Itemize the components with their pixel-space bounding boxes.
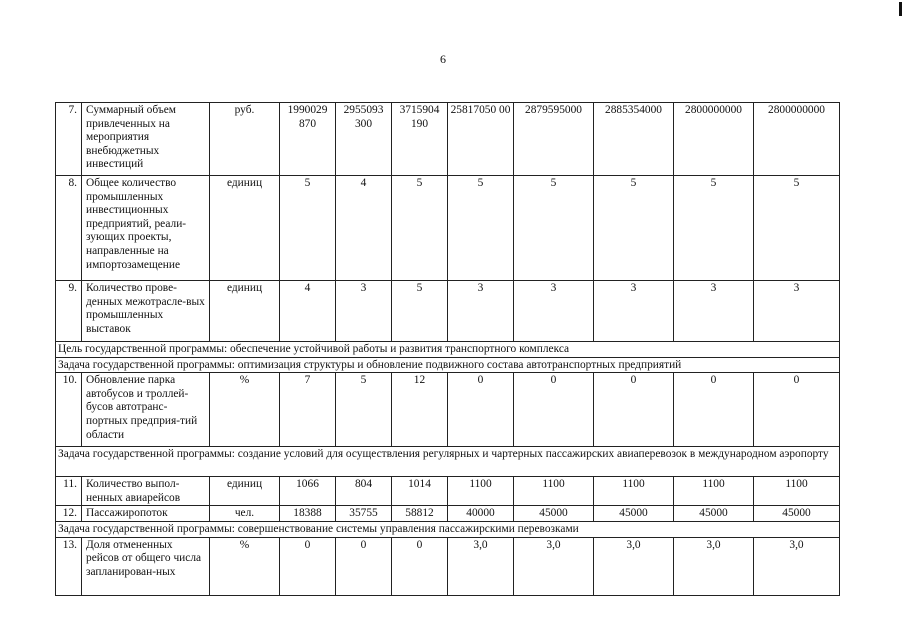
- value-cell: 3: [674, 281, 754, 342]
- value-cell: 804: [336, 477, 392, 506]
- table-row: [56, 537, 840, 595]
- value-cell: 3: [336, 281, 392, 342]
- value-cell: 1100: [514, 477, 594, 506]
- section-row: [56, 357, 840, 373]
- unit-cell: единиц: [210, 477, 280, 506]
- indicator-name: Количество прове-денных межотрасле-вых промышленных выставок: [82, 281, 210, 342]
- value-cell: 1014: [392, 477, 448, 506]
- indicator-table: [55, 102, 840, 596]
- program-task: Задача государственной программы: совершенствование системы управления пассажирскими перевозками: [56, 521, 840, 537]
- value-cell: 5: [336, 373, 392, 447]
- row-number: 11.: [56, 477, 82, 506]
- unit-cell: единиц: [210, 281, 280, 342]
- row-number: 12.: [56, 506, 82, 522]
- value-cell: 40000: [448, 506, 514, 522]
- value-cell: 3,0: [754, 537, 840, 595]
- page-number: 6: [440, 52, 446, 66]
- section-row: [56, 342, 840, 358]
- value-cell: 45000: [594, 506, 674, 522]
- value-cell: 4: [280, 281, 336, 342]
- value-cell: 5: [392, 176, 448, 281]
- value-cell: 2800000000: [754, 103, 840, 176]
- indicator-name: Пассажиропоток: [82, 506, 210, 522]
- row-number: 13.: [56, 537, 82, 595]
- unit-cell: %: [210, 373, 280, 447]
- table-row: [56, 477, 840, 506]
- value-cell: 3: [448, 281, 514, 342]
- indicator-name: Обновление парка автобусов и троллей-бусов автотранс-портных предприя-тий области: [82, 373, 210, 447]
- value-cell: 0: [674, 373, 754, 447]
- table-row: [56, 281, 840, 342]
- value-cell: 3: [594, 281, 674, 342]
- row-number: 10.: [56, 373, 82, 447]
- value-cell: 2885354000: [594, 103, 674, 176]
- value-cell: 1100: [448, 477, 514, 506]
- table-row: [56, 103, 840, 176]
- unit-cell: единиц: [210, 176, 280, 281]
- value-cell: 5: [674, 176, 754, 281]
- value-cell: 3,0: [674, 537, 754, 595]
- value-cell: 7: [280, 373, 336, 447]
- value-cell: 5: [594, 176, 674, 281]
- table-row: [56, 373, 840, 447]
- value-cell: 3,0: [448, 537, 514, 595]
- section-row: [56, 447, 840, 477]
- value-cell: 1100: [754, 477, 840, 506]
- unit-cell: чел.: [210, 506, 280, 522]
- value-cell: 2955093 300: [336, 103, 392, 176]
- value-cell: 0: [594, 373, 674, 447]
- value-cell: 4: [336, 176, 392, 281]
- value-cell: 5: [392, 281, 448, 342]
- value-cell: 25817050 00: [448, 103, 514, 176]
- value-cell: 0: [392, 537, 448, 595]
- value-cell: 3,0: [594, 537, 674, 595]
- value-cell: 0: [280, 537, 336, 595]
- scan-edge-mark: [899, 2, 902, 16]
- row-number: 7.: [56, 103, 82, 176]
- value-cell: 3715904 190: [392, 103, 448, 176]
- value-cell: 1100: [674, 477, 754, 506]
- indicator-name: Общее количество промышленных инвестиционных предприятий, реали-зующих проекты, направленные на импортозамещение: [82, 176, 210, 281]
- value-cell: 58812: [392, 506, 448, 522]
- unit-cell: руб.: [210, 103, 280, 176]
- indicator-name: Доля отмененных рейсов от общего числа запланирован-ных: [82, 537, 210, 595]
- value-cell: 2879595000: [514, 103, 594, 176]
- section-row: [56, 521, 840, 537]
- value-cell: 2800000000: [674, 103, 754, 176]
- table-row: [56, 506, 840, 522]
- value-cell: 35755: [336, 506, 392, 522]
- value-cell: 18388: [280, 506, 336, 522]
- value-cell: 0: [754, 373, 840, 447]
- value-cell: 45000: [754, 506, 840, 522]
- indicator-name: Суммарный объем привлеченных на мероприятия внебюджетных инвестиций: [82, 103, 210, 176]
- row-number: 8.: [56, 176, 82, 281]
- value-cell: 3: [754, 281, 840, 342]
- value-cell: 0: [514, 373, 594, 447]
- unit-cell: %: [210, 537, 280, 595]
- program-goal: Цель государственной программы: обеспечение устойчивой работы и развития транспортного комплекса: [56, 342, 840, 358]
- value-cell: 3,0: [514, 537, 594, 595]
- value-cell: 5: [514, 176, 594, 281]
- indicator-name: Количество выпол-ненных авиарейсов: [82, 477, 210, 506]
- value-cell: 1100: [594, 477, 674, 506]
- table-row: [56, 176, 840, 281]
- value-cell: 5: [754, 176, 840, 281]
- value-cell: 5: [280, 176, 336, 281]
- program-task: Задача государственной программы: оптимизация структуры и обновление подвижного состава автотранспортных предприятий: [56, 357, 840, 373]
- value-cell: 0: [448, 373, 514, 447]
- program-task: Задача государственной программы: создание условий для осуществления регулярных и чартерных пассажирских авиаперевозок в международном аэропорту: [56, 447, 840, 477]
- value-cell: 45000: [674, 506, 754, 522]
- value-cell: 5: [448, 176, 514, 281]
- value-cell: 12: [392, 373, 448, 447]
- value-cell: 1990029 870: [280, 103, 336, 176]
- value-cell: 45000: [514, 506, 594, 522]
- value-cell: 3: [514, 281, 594, 342]
- value-cell: 1066: [280, 477, 336, 506]
- value-cell: 0: [336, 537, 392, 595]
- row-number: 9.: [56, 281, 82, 342]
